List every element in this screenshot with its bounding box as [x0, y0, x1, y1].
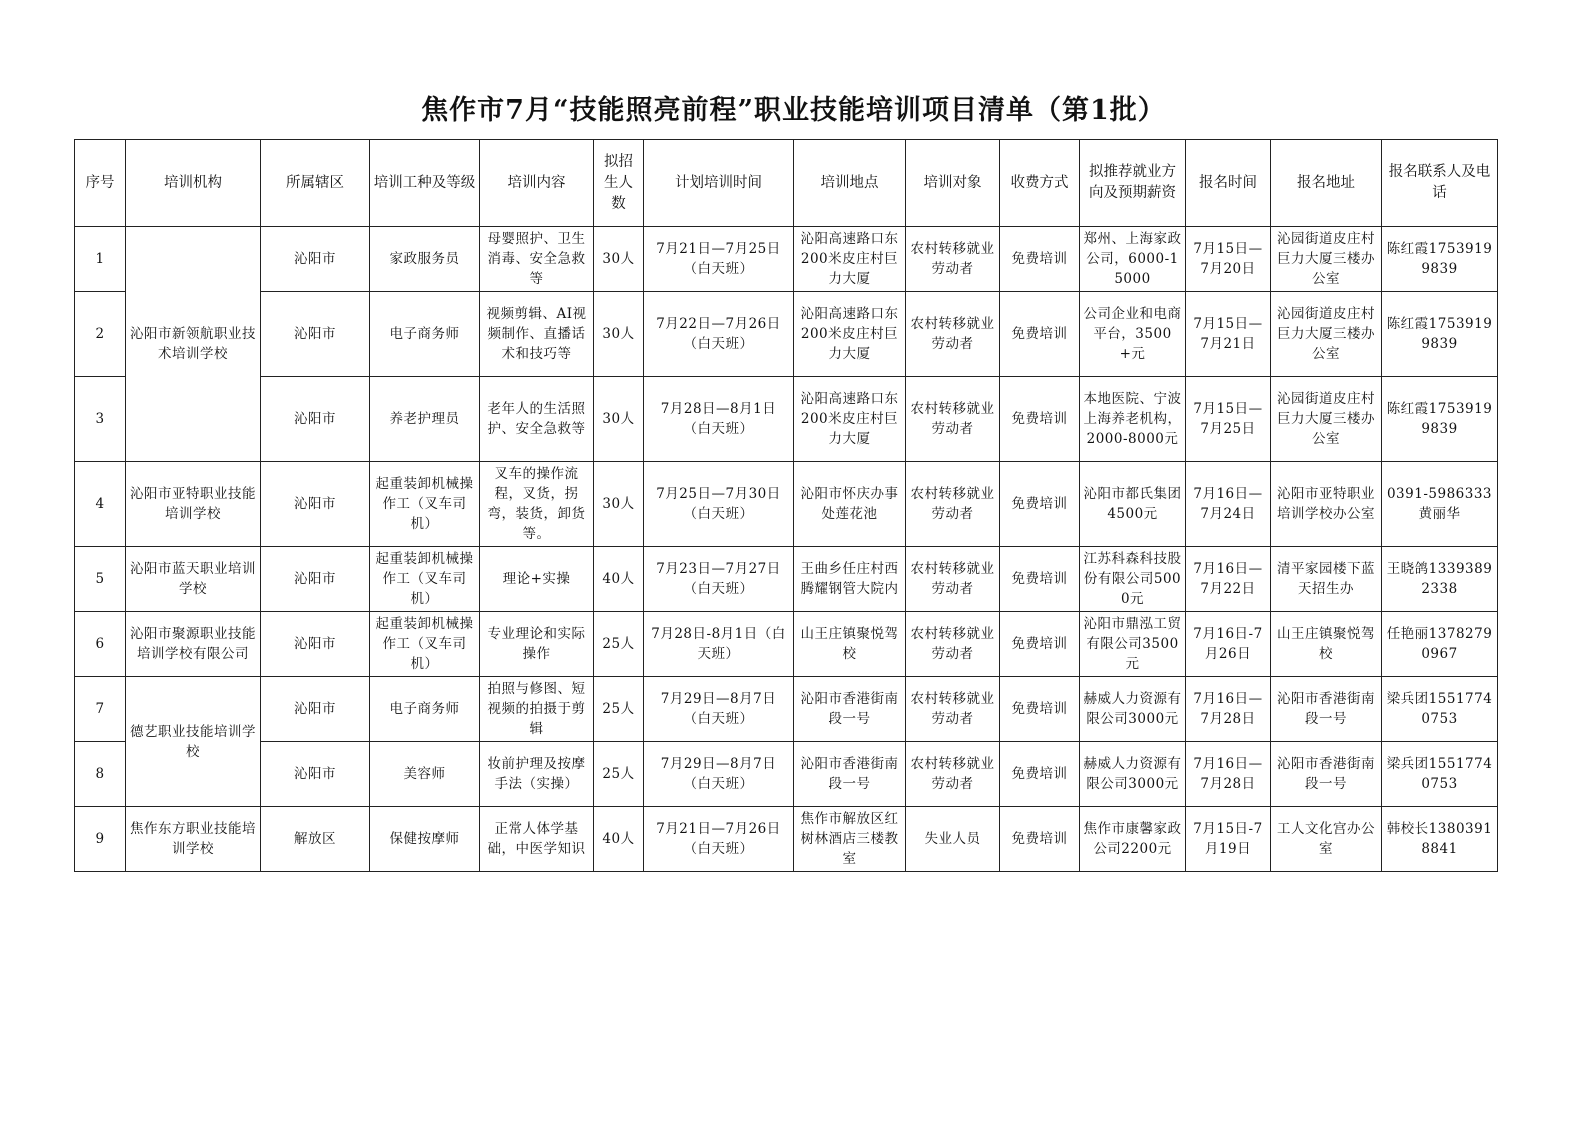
cell-district: 解放区 — [261, 807, 370, 872]
table-row — [75, 227, 1498, 292]
cell-fee: 免费培训 — [1000, 227, 1080, 292]
cell-job: 沁阳市鼎泓工贸有限公司3500元 — [1080, 612, 1186, 677]
cell-district: 沁阳市 — [261, 377, 370, 462]
cell-job: 本地医院、宁波上海养老机构，2000-8000元 — [1080, 377, 1186, 462]
table-row — [75, 292, 1498, 377]
cell-contact: 任艳丽13782790967 — [1382, 612, 1498, 677]
cell-contact: 梁兵团15517740753 — [1382, 742, 1498, 807]
cell-job: 焦作市康馨家政公司2200元 — [1080, 807, 1186, 872]
table-row — [75, 462, 1498, 547]
cell-contact: 陈红霞17539199839 — [1382, 292, 1498, 377]
cell-count: 30人 — [594, 462, 644, 547]
cell-place: 沁阳高速路口东200米皮庄村巨力大厦 — [794, 377, 906, 462]
cell-content: 视频剪辑、AI视频制作、直播话术和技巧等 — [480, 292, 594, 377]
cell-time: 7月22日—7月26日（白天班） — [644, 292, 794, 377]
cell-content: 拍照与修图、短视频的拍摄于剪辑 — [480, 677, 594, 742]
cell-time: 7月29日—8月7日（白天班） — [644, 677, 794, 742]
cell-count: 25人 — [594, 742, 644, 807]
table-row — [75, 677, 1498, 742]
cell-target: 失业人员 — [906, 807, 1000, 872]
cell-contact: 王晓鸽13393892338 — [1382, 547, 1498, 612]
header-content: 培训内容 — [480, 140, 594, 227]
table-row — [75, 547, 1498, 612]
cell-contact: 陈红霞17539199839 — [1382, 377, 1498, 462]
cell-time: 7月28日—8月1日（白天班） — [644, 377, 794, 462]
cell-institution: 沁阳市新领航职业技术培训学校 — [126, 227, 261, 462]
cell-place: 沁阳市怀庆办事处莲花池 — [794, 462, 906, 547]
cell-district: 沁阳市 — [261, 547, 370, 612]
cell-target: 农村转移就业劳动者 — [906, 227, 1000, 292]
cell-district: 沁阳市 — [261, 612, 370, 677]
cell-place: 焦作市解放区红树林酒店三楼教室 — [794, 807, 906, 872]
cell-count: 30人 — [594, 292, 644, 377]
cell-reg-time: 7月15日-7月19日 — [1186, 807, 1271, 872]
cell-job: 郑州、上海家政公司，6000-15000 — [1080, 227, 1186, 292]
cell-count: 40人 — [594, 807, 644, 872]
cell-place: 沁阳高速路口东200米皮庄村巨力大厦 — [794, 292, 906, 377]
header-institution: 培训机构 — [126, 140, 261, 227]
cell-target: 农村转移就业劳动者 — [906, 612, 1000, 677]
table-row — [75, 807, 1498, 872]
header-district: 所属辖区 — [261, 140, 370, 227]
table-row — [75, 612, 1498, 677]
cell-count: 30人 — [594, 227, 644, 292]
cell-reg-addr: 山王庄镇聚悦驾校 — [1271, 612, 1382, 677]
header-contact: 报名联系人及电话 — [1382, 140, 1498, 227]
cell-place: 沁阳高速路口东200米皮庄村巨力大厦 — [794, 227, 906, 292]
cell-reg-addr: 工人文化宫办公室 — [1271, 807, 1382, 872]
cell-content: 专业理论和实际操作 — [480, 612, 594, 677]
cell-target: 农村转移就业劳动者 — [906, 292, 1000, 377]
header-fee: 收费方式 — [1000, 140, 1080, 227]
cell-institution: 沁阳市蓝天职业培训学校 — [126, 547, 261, 612]
cell-no: 1 — [75, 227, 126, 292]
cell-no: 8 — [75, 742, 126, 807]
cell-fee: 免费培训 — [1000, 742, 1080, 807]
cell-count: 25人 — [594, 612, 644, 677]
cell-reg-addr: 沁园街道皮庄村巨力大厦三楼办公室 — [1271, 292, 1382, 377]
cell-count: 30人 — [594, 377, 644, 462]
cell-reg-addr: 沁园街道皮庄村巨力大厦三楼办公室 — [1271, 377, 1382, 462]
cell-district: 沁阳市 — [261, 462, 370, 547]
cell-count: 25人 — [594, 677, 644, 742]
cell-reg-addr: 沁阳市香港街南段一号 — [1271, 677, 1382, 742]
cell-content: 妆前护理及按摩手法（实操） — [480, 742, 594, 807]
cell-reg-addr: 沁阳市香港街南段一号 — [1271, 742, 1382, 807]
cell-trade: 起重装卸机械操作工（叉车司机） — [370, 612, 480, 677]
header-target: 培训对象 — [906, 140, 1000, 227]
cell-target: 农村转移就业劳动者 — [906, 677, 1000, 742]
cell-content: 理论+实操 — [480, 547, 594, 612]
cell-time: 7月23日—7月27日（白天班） — [644, 547, 794, 612]
cell-target: 农村转移就业劳动者 — [906, 742, 1000, 807]
cell-job: 赫威人力资源有限公司3000元 — [1080, 677, 1186, 742]
cell-trade: 电子商务师 — [370, 677, 480, 742]
cell-district: 沁阳市 — [261, 292, 370, 377]
cell-institution: 沁阳市亚特职业技能培训学校 — [126, 462, 261, 547]
cell-no: 7 — [75, 677, 126, 742]
cell-count: 40人 — [594, 547, 644, 612]
cell-reg-time: 7月16日-7月26日 — [1186, 612, 1271, 677]
table-row — [75, 742, 1498, 807]
cell-fee: 免费培训 — [1000, 462, 1080, 547]
cell-fee: 免费培训 — [1000, 677, 1080, 742]
header-count: 拟招生人数 — [594, 140, 644, 227]
cell-time: 7月21日—7月25日（白天班） — [644, 227, 794, 292]
cell-district: 沁阳市 — [261, 742, 370, 807]
header-time: 计划培训时间 — [644, 140, 794, 227]
cell-no: 5 — [75, 547, 126, 612]
cell-institution: 焦作东方职业技能培训学校 — [126, 807, 261, 872]
cell-reg-time: 7月15日—7月20日 — [1186, 227, 1271, 292]
cell-district: 沁阳市 — [261, 227, 370, 292]
cell-reg-time: 7月16日—7月22日 — [1186, 547, 1271, 612]
header-no: 序号 — [75, 140, 126, 227]
header-trade: 培训工种及等级 — [370, 140, 480, 227]
cell-contact: 陈红霞17539199839 — [1382, 227, 1498, 292]
cell-content: 叉车的操作流程，叉货，拐弯，装货，卸货等。 — [480, 462, 594, 547]
cell-institution: 德艺职业技能培训学校 — [126, 677, 261, 807]
cell-target: 农村转移就业劳动者 — [906, 547, 1000, 612]
cell-reg-time: 7月16日—7月28日 — [1186, 677, 1271, 742]
cell-job: 沁阳市都氏集团4500元 — [1080, 462, 1186, 547]
header-place: 培训地点 — [794, 140, 906, 227]
header-reg-addr: 报名地址 — [1271, 140, 1382, 227]
cell-place: 王曲乡任庄村西腾耀钢管大院内 — [794, 547, 906, 612]
cell-time: 7月21日—7月26日（白天班） — [644, 807, 794, 872]
cell-trade: 美容师 — [370, 742, 480, 807]
cell-contact: 韩校长13803918841 — [1382, 807, 1498, 872]
cell-district: 沁阳市 — [261, 677, 370, 742]
cell-reg-addr: 清平家园楼下蓝天招生办 — [1271, 547, 1382, 612]
cell-no: 6 — [75, 612, 126, 677]
cell-contact: 0391-5986333黄丽华 — [1382, 462, 1498, 547]
cell-trade: 电子商务师 — [370, 292, 480, 377]
cell-reg-time: 7月15日—7月21日 — [1186, 292, 1271, 377]
cell-fee: 免费培训 — [1000, 377, 1080, 462]
table-row — [75, 377, 1498, 462]
cell-content: 正常人体学基础，中医学知识 — [480, 807, 594, 872]
cell-target: 农村转移就业劳动者 — [906, 377, 1000, 462]
cell-fee: 免费培训 — [1000, 292, 1080, 377]
header-job: 拟推荐就业方向及预期薪资 — [1080, 140, 1186, 227]
cell-job: 公司企业和电商平台，3500+元 — [1080, 292, 1186, 377]
cell-fee: 免费培训 — [1000, 547, 1080, 612]
cell-fee: 免费培训 — [1000, 612, 1080, 677]
cell-target: 农村转移就业劳动者 — [906, 462, 1000, 547]
cell-no: 4 — [75, 462, 126, 547]
cell-contact: 梁兵团15517740753 — [1382, 677, 1498, 742]
cell-place: 沁阳市香港街南段一号 — [794, 677, 906, 742]
cell-reg-addr: 沁园街道皮庄村巨力大厦三楼办公室 — [1271, 227, 1382, 292]
cell-reg-time: 7月16日—7月28日 — [1186, 742, 1271, 807]
cell-place: 沁阳市香港街南段一号 — [794, 742, 906, 807]
cell-no: 3 — [75, 377, 126, 462]
cell-no: 2 — [75, 292, 126, 377]
cell-reg-time: 7月16日—7月24日 — [1186, 462, 1271, 547]
cell-job: 江苏科森科技股份有限公司5000元 — [1080, 547, 1186, 612]
cell-trade: 养老护理员 — [370, 377, 480, 462]
cell-trade: 起重装卸机械操作工（叉车司机） — [370, 547, 480, 612]
cell-no: 9 — [75, 807, 126, 872]
cell-time: 7月25日—7月30日（白天班） — [644, 462, 794, 547]
cell-time: 7月28日-8月1日（白天班） — [644, 612, 794, 677]
cell-trade: 起重装卸机械操作工（叉车司机） — [370, 462, 480, 547]
cell-trade: 家政服务员 — [370, 227, 480, 292]
cell-reg-time: 7月15日—7月25日 — [1186, 377, 1271, 462]
header-reg-time: 报名时间 — [1186, 140, 1271, 227]
cell-content: 母婴照护、卫生消毒、安全急救等 — [480, 227, 594, 292]
training-project-table — [74, 139, 1498, 872]
cell-fee: 免费培训 — [1000, 807, 1080, 872]
cell-time: 7月29日—8月7日（白天班） — [644, 742, 794, 807]
cell-institution: 沁阳市聚源职业技能培训学校有限公司 — [126, 612, 261, 677]
table-header-row — [75, 140, 1498, 227]
cell-place: 山王庄镇聚悦驾校 — [794, 612, 906, 677]
cell-job: 赫威人力资源有限公司3000元 — [1080, 742, 1186, 807]
page-title: 焦作市7月“技能照亮前程”职业技能培训项目清单（第1批） — [421, 95, 1166, 126]
cell-trade: 保健按摩师 — [370, 807, 480, 872]
cell-content: 老年人的生活照护、安全急救等 — [480, 377, 594, 462]
cell-reg-addr: 沁阳市亚特职业培训学校办公室 — [1271, 462, 1382, 547]
